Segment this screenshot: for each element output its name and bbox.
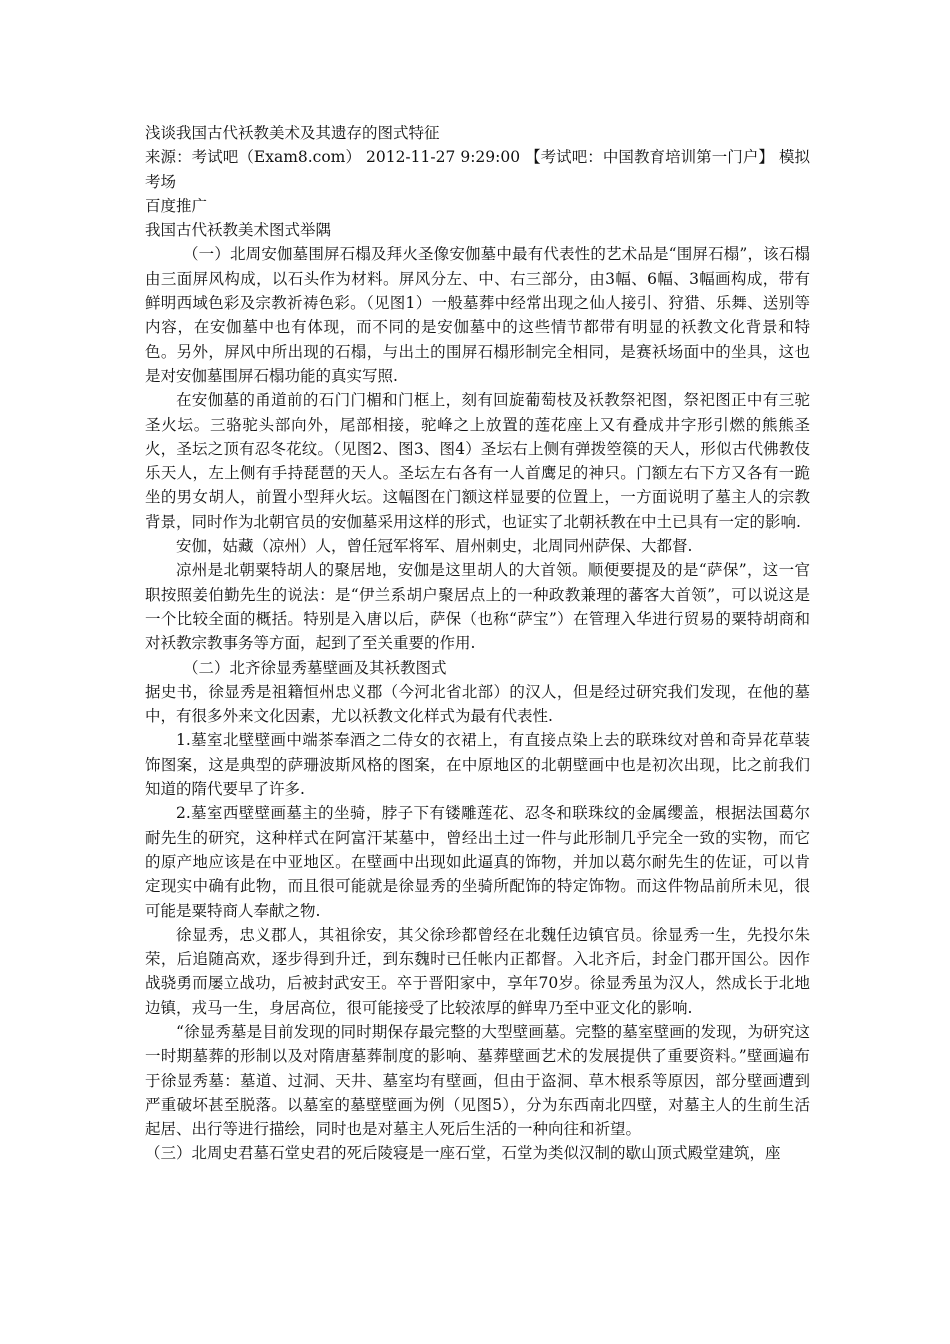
paragraph: （三）北周史君墓石堂史君的死后陵寝是一座石堂，石堂为类似汉制的歇山顶式殿堂建筑，座: [145, 1144, 781, 1163]
paragraph: 安伽，姑藏（凉州）人，曾任冠军将军、眉州刺史，北周同州萨保、大都督.: [176, 537, 693, 556]
document-title: 浅谈我国古代袄教美术及其遗存的图式特征: [145, 124, 440, 142]
section-title: 我国古代袄教美术图式举隅: [145, 221, 332, 240]
paragraph: 据史书，徐显秀是祖籍恒州忠义郡（今河北省北部）的汉人，但是经过研究我们发现，在他的墓中，有很多外来文化因素，尤以袄教文化样式为最有代表性.: [145, 682, 810, 726]
paragraph: 在安伽墓的甬道前的石门门楣和门框上，刻有回旋葡萄枝及袄教祭祀图，祭祀图正中有三驼圣火坛。三骆驼头部向外，尾部相接，驼峰之上放置的莲花座上又有叠成井字形引燃的熊熊圣火，圣坛之顶有忍冬花纹。（见图2、图3、图4）圣坛右上侧有弹拨箜篌的天人，形似古代佛教伎乐天人，左上侧有手持琵琶的天人。圣坛左右各有一人首鹰足的神只。门额左右下方又各有一跪坐的男女胡人，前置小型拜火坛。这幅图在门额这样显要的位置上，一方面说明了墓主人的宗教背景，同时作为北朝官员的安伽墓采用这样的形式，也证实了北朝袄教在中土已具有一定的影响.: [145, 391, 810, 531]
paragraph: （一）北周安伽墓围屏石榻及拜火圣像安伽墓中最有代表性的艺术品是“围屏石榻”，该石榻由三面屏风构成，以石头作为材料。屏风分左、中、右三部分，由3幅、6幅、3幅画构成，带有鲜明西域色彩及宗教祈祷色彩。（见图1）一般墓葬中经常出现之仙人接引、狩猎、乐舞、送别等内容，在安伽墓中也有体现，而不同的是安伽墓中的这些情节都带有明显的袄教文化背景和特色。另外，屏风中所出现的石榻，与出土的围屏石榻形制完全相同，是赛袄场面中的坐具，这也是对安伽墓围屏石榻功能的真实写照.: [145, 245, 810, 385]
source-line: 来源：考试吧（Exam8.com） 2012-11-27 9:29:00 【考试吧：中国教育培训第一门户】 模拟考场: [145, 148, 810, 191]
paragraph: 2.墓室西壁壁画墓主的坐骑，脖子下有镂雕莲花、忍冬和联珠纹的金属缨盖，根据法国葛尔耐先生的研究，这种样式在阿富汗某墓中，曾经出土过一件与此形制几乎完全一致的实物，而它的原产地应该是在中亚地区。在壁画中出现如此逼真的饰物，并加以葛尔耐先生的佐证，可以肯定现实中确有此物，而且很可能就是徐显秀的坐骑所配饰的特定饰物。而这件物品前所未见，很可能是粟特商人奉献之物.: [145, 804, 810, 920]
paragraph: 1.墓室北壁壁画中端茶奉酒之二侍女的衣裙上，有直接点染上去的联珠纹对兽和奇异花草装饰图案，这是典型的萨珊波斯风格的图案，在中原地区的北朝壁画中也是初次出现，比之前我们知道的隋代要早了许多.: [145, 731, 810, 799]
subsection-title: （二）北齐徐显秀墓壁画及其袄教图式: [183, 658, 447, 677]
paragraph: 徐显秀，忠义郡人，其祖徐安，其父徐珍都曾经在北魏任边镇官员。徐显秀一生，先投尔朱荣，后追随高欢，逐步得到升迁，到东魏时已任帐内正都督。入北齐后，封金门郡开国公。因作战骁勇而屡立战功，后被封武安王。卒于晋阳家中，享年70岁。徐显秀虽为汉人，然成长于北地边镇，戎马一生，身居高位，很可能接受了比较浓厚的鲜卑乃至中亚文化的影响.: [145, 925, 810, 1017]
ad-label: 百度推广: [145, 196, 208, 215]
paragraph: “徐显秀墓是目前发现的同时期保存最完整的大型壁画墓。完整的墓室壁画的发现，为研究这一时期墓葬的形制以及对隋唐墓葬制度的影响、墓葬壁画艺术的发展提供了重要资料。”壁画遍布于徐显秀墓：墓道、过洞、天井、墓室均有壁画，但由于盗洞、草木根系等原因，部分壁画遭到严重破坏甚至脱落。以墓室的墓壁壁画为例（见图5），分为东西南北四壁，对墓主人的生前生活起居、出行等进行描绘，同时也是对墓主人死后生活的一种向往和祈望。: [145, 1022, 810, 1139]
paragraph: 凉州是北朝粟特胡人的聚居地，安伽是这里胡人的大首领。顺便要提及的是“萨保”，这一官职按照姜伯勤先生的说法：是“伊兰系胡户聚居点上的一种政教兼理的蕃客大首领”，可以说这是一个比较全面的概括。特别是入唐以后，萨保（也称“萨宝”）在管理入华进行贸易的粟特胡商和对袄教宗教事务等方面，起到了至关重要的作用.: [145, 561, 810, 653]
